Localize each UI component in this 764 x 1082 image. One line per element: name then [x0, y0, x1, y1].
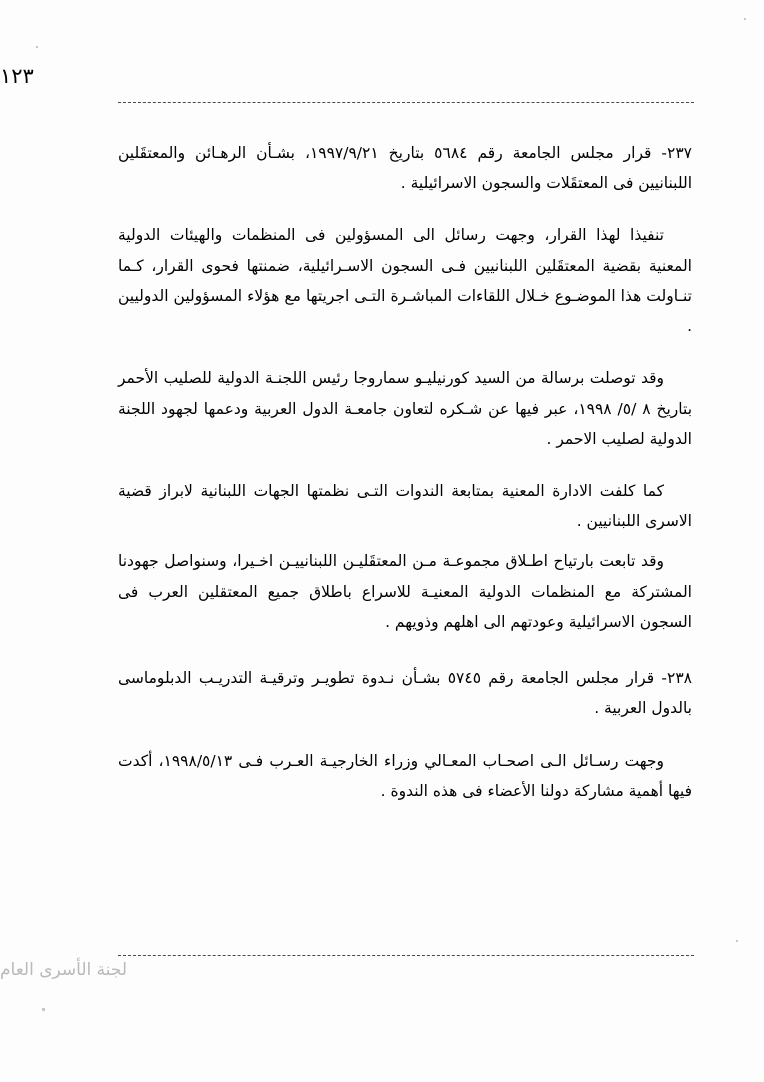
footer-divider — [118, 955, 694, 956]
page-number-value: ١٢٣ — [0, 64, 34, 88]
paragraph-237-1: تنفيذا لهذا القرار، وجهت رسائل الى المسؤولين فى المنظمات والهيئات الدولية المعنية بقضية المعتقَلين اللبنانيين فـى السجون الاسـرائيلية، ضمنتها فحوى القرار، كـما تنـاولت هذا الموضـوع خـلال اللقاءات المباشـرة التـى اجريتها مع هؤلاء المسؤولين الدوليين . — [118, 226, 692, 336]
footer-watermark — [0, 962, 644, 982]
footer-watermark-text: لجنة الأسرى العام — [0, 960, 128, 980]
paragraph-237-3: كما كلفت الادارة المعنية بمتابعة الندوات التـى نظمتها الجهات اللبنانية لابراز قضية الاسرى اللبنانيين . — [118, 481, 692, 531]
scan-speck — [36, 46, 38, 48]
scan-speck — [744, 18, 746, 20]
paragraph-237-2: وقد توصلت برسالة من السيد كورنيليـو سماروجا رئيس اللجنـة الدولية للصليب الأحمر بتاريخ ٨ /٥/ ١٩٩٨، عبر فيها عن شـكره لتعاون جامعـة الدول العربية ودعمها لجهود اللجنة الدولية لصليب الاحمر . — [118, 369, 693, 448]
paragraph-237-4: وقد تابعت بارتياح اطـلاق مجموعـة مـن المعتقَليـن اللبنانييـن اخـيرا، وسنواصل جهودنا المشتركة مع المنظمات الدولية المعنيـة للاسراع باطلاق جميع المعتقلين العرب فى السجون الاسرائيلية وعودتهم الى اهلهم وذويهم . — [118, 552, 692, 631]
scan-speck — [42, 1008, 45, 1011]
paragraph-238-1: وجهت رسـائل الـى اصحـاب المعـالي وزراء الخارجيـة العـرب فـى ١٩٩٨/٥/١٣، أكدت فيها أهمية مشاركة دولنا الأعضاء فى هذه الندوة . — [118, 751, 692, 800]
scan-speck — [736, 940, 738, 942]
header-divider — [118, 102, 694, 103]
page-number — [0, 64, 694, 88]
section-heading-238: ٢٣٨- قرار مجلس الجامعة رقم ٥٧٤٥ بشـأن نـدوة تطويـر وترقيـة التدريـب الدبلوماسى بالدول العربية . — [118, 669, 692, 718]
section-heading-237: ٢٣٧- قرار مجلس الجامعة رقم ٥٦٨٤ بتاريخ ١٩٩٧/٩/٢١، بشـأن الرهـائن والمعتقَلين اللبنانيين فى المعتقَلات والسجون الاسرائيلية . — [118, 144, 692, 193]
document-body — [118, 138, 692, 820]
